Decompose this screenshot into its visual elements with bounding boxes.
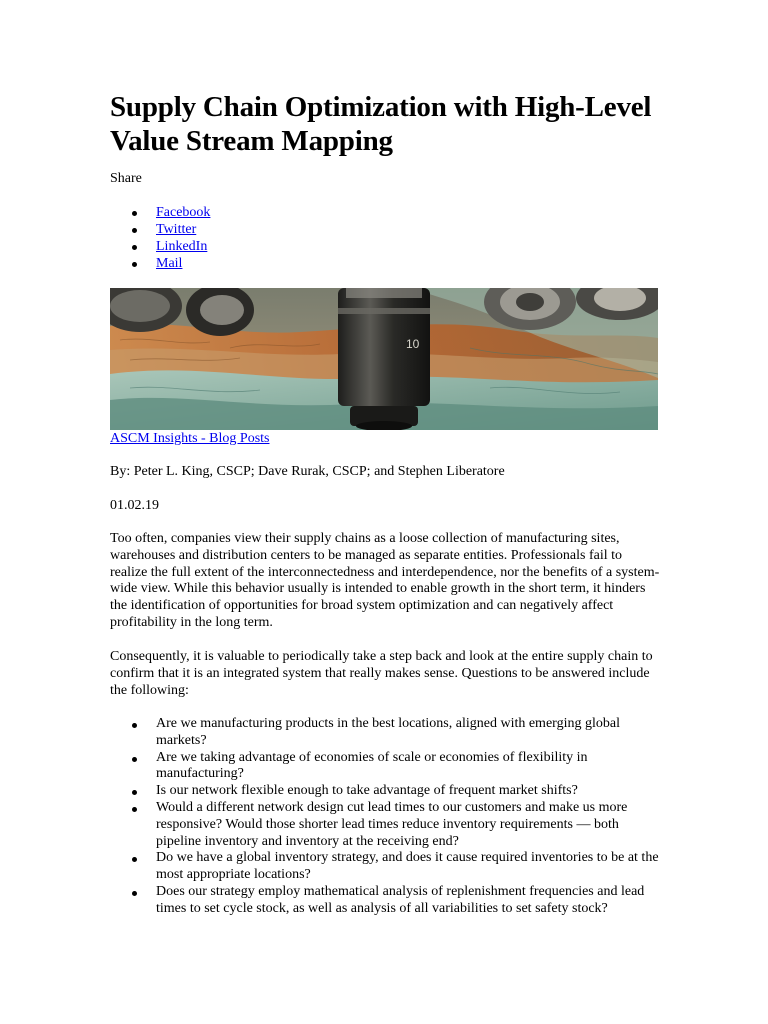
questions-list [110,716,660,918]
article-title: Supply Chain Optimization with High-Level Value Stream Mapping [110,91,652,157]
share-item-mail [110,255,210,272]
publish-date: 01.02.19 [110,498,159,513]
question-item: Is our network flexible enough to take advantage of frequent market shifts? [110,783,660,800]
question-item: Do we have a global inventory strategy, and does it cause required inventories to be at the most appropriate locations? [110,850,660,884]
mail-link[interactable]: Mail [156,256,183,271]
paragraph-intro: Too often, companies view their supply chains as a loose collection of manufacturing sites, warehouses and distribution centers to be managed as separate entities. Professionals fail to realize the full extent of the interconnectedness and interdependence, nor the benefits of a system-wide view. While this behavior usually is intended to enable growth in the short term, it hinders the identification of opportunities for broad system optimization and can negatively affect profitability in the long term. [110,531,660,630]
category-link[interactable]: ASCM Insights - Blog Posts [110,431,270,446]
share-links-list [110,204,210,272]
share-item-linkedin [110,238,210,255]
lens-marking: 10 [406,337,420,351]
question-item: Does our strategy employ mathematical analysis of replenishment frequencies and lead times to set cycle stock, as well as analysis of all variabilities to set safety stock? [110,884,660,918]
share-item-facebook [110,204,210,221]
question-item: Are we manufacturing products in the best locations, aligned with emerging global markets? [110,716,660,750]
share-item-twitter [110,221,210,238]
twitter-link[interactable]: Twitter [156,222,197,237]
byline: By: Peter L. King, CSCP; Dave Rurak, CSCP; and Stephen Liberatore [110,464,505,479]
question-item: Are we taking advantage of economies of scale or economies of flexibility in manufacturing? [110,750,660,784]
question-item: Would a different network design cut lead times to our customers and make us more responsive? Would those shorter lead times reduce inventory requirements — both pipeline inventory and inventory at the receiving end? [110,800,660,850]
linkedin-link[interactable]: LinkedIn [156,239,208,254]
facebook-link[interactable]: Facebook [156,205,211,220]
share-label: Share [110,171,142,186]
paragraph-questions-lead: Consequently, it is valuable to periodically take a step back and look at the entire supply chain to confirm that it is an integrated system that really makes sense. Questions to be answered include the following: [110,649,653,698]
hero-image-microscope-map [110,288,658,430]
category-line [110,430,269,447]
